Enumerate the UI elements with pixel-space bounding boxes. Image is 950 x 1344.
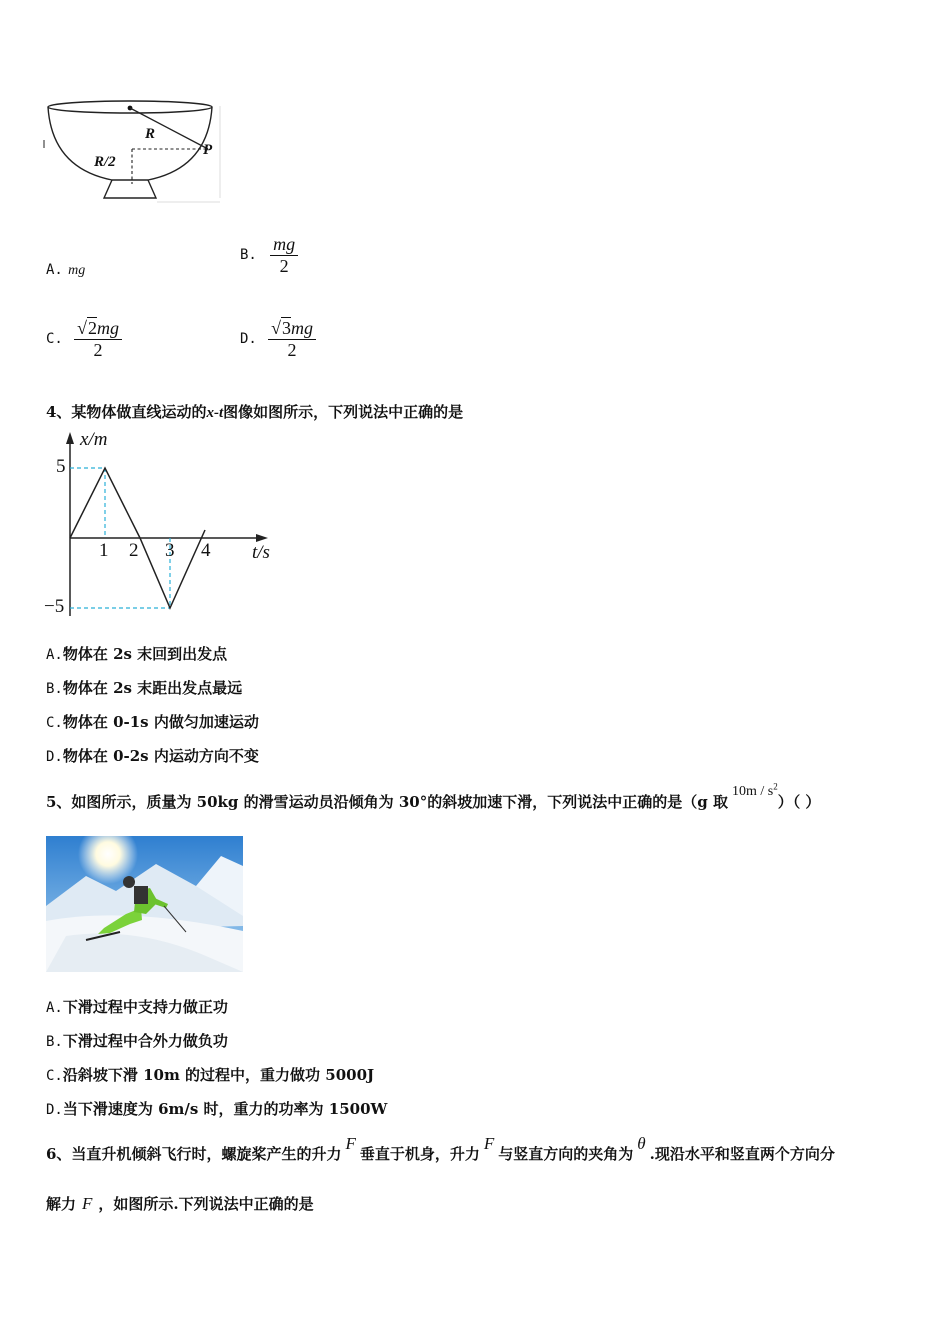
x-axis-label: t/s: [252, 542, 270, 563]
q4-option-d: D.物体在 0-2s 内运动方向不变: [46, 747, 259, 765]
q3-option-b: B. $\frac{mg}{2}$: [240, 234, 298, 276]
q3-option-a: A. mg: [46, 262, 86, 278]
y-tick-neg5: −5: [44, 596, 65, 617]
y-axis-arrow: [66, 432, 74, 444]
bowl-figure: [42, 98, 224, 206]
q4-option-c: C.物体在 0-1s 内做匀加速运动: [46, 713, 259, 731]
x-tick-4: 4: [201, 540, 211, 561]
q5-option-c: C.沿斜坡下滑 10m 的过程中，重力做功 5000J: [46, 1066, 375, 1084]
q5-stem: 5、如图所示，质量为 50kg 的滑雪运动员沿倾角为 30°的斜坡加速下滑，下列说法中正确的是（g 取$10m / s^2$）（ ）: [46, 781, 821, 811]
x-tick-1: 1: [99, 540, 109, 561]
bowl-label-half-r: R/2: [94, 154, 116, 170]
q4-stem: 4、某物体做直线运动的x-t图像如图所示，下列说法中正确的是: [46, 403, 464, 421]
q6-stem-line2: 解力 F ，如图所示.下列说法中正确的是: [46, 1194, 314, 1213]
x-tick-3: 3: [165, 540, 175, 561]
y-tick-5: 5: [56, 456, 66, 477]
q5-option-d: D.当下滑速度为 6m/s 时，重力的功率为 1500W: [46, 1100, 388, 1118]
q3-option-c: C. $\frac{√2mg}{2}$: [46, 318, 122, 360]
q5-option-b: B.下滑过程中合外力做负功: [46, 1032, 228, 1050]
y-axis-label: x/m: [80, 429, 108, 450]
q3-option-d: D. $\frac{√3mg}{2}$: [240, 318, 316, 360]
bowl-label-p: P: [203, 142, 213, 158]
xt-graph: [46, 430, 282, 620]
x-axis-arrow: [256, 534, 268, 542]
skier-photo: [46, 836, 243, 972]
q5-option-a: A.下滑过程中支持力做正功: [46, 998, 228, 1016]
bowl-label-r: R: [145, 126, 156, 142]
q4-option-a: A.物体在 2s 末回到出发点: [46, 645, 228, 663]
q6-stem-line1: 6、当直升机倾斜飞行时，螺旋桨产生的升力F垂直于机身，升力F与竖直方向的夹角为θ.现沿水平和竖直两个方向分: [46, 1134, 835, 1163]
q4-option-b: B.物体在 2s 末距出发点最远: [46, 679, 243, 697]
x-tick-2: 2: [129, 540, 139, 561]
